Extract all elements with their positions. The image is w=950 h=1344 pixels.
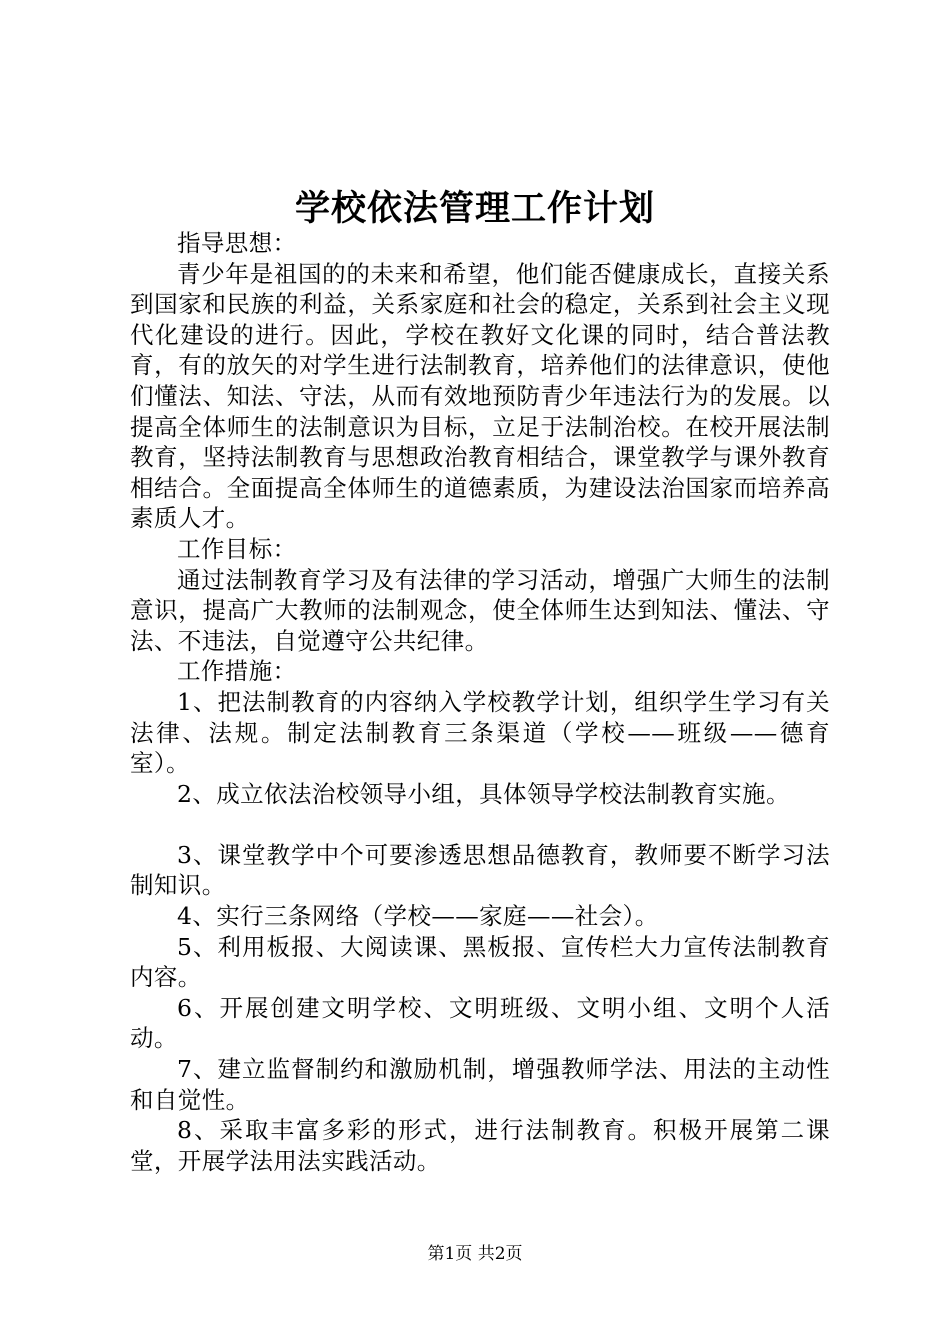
measure-item-3: 3、课堂教学中个可要渗透思想品德教育，教师要不断学习法制知识。 <box>130 840 830 900</box>
measure-item-4: 4、实行三条网络（学校——家庭——社会）。 <box>177 902 659 931</box>
measure-item-1: 1、把法制教育的内容纳入学校教学计划，组织学生学习有关法律、法规。制定法制教育三条渠道（学校——班级——德育室）。 <box>130 687 830 778</box>
measures-heading: 工作措施： <box>177 657 297 686</box>
goal-paragraph: 通过法制教育学习及有法律的学习活动，增强广大师生的法制意识，提高广大教师的法制观念，使全体师生达到知法、懂法、守法、不违法，自觉遵守公共纪律。 <box>130 565 830 655</box>
page-footer: 第1页 共2页 <box>427 1244 523 1264</box>
guiding-heading: 指导思想： <box>177 229 297 257</box>
goal-heading: 工作目标： <box>177 534 297 563</box>
guiding-paragraph: 青少年是祖国的的未来和希望，他们能否健康成长，直接关系到国家和民族的利益，关系家庭和社会的稳定，关系到社会主义现代化建设的进行。因此，学校在教好文化课的同时，结合普法教育，有的放矢的对学生进行法制教育，培养他们的法律意识，使他们懂法、知法、守法，从而有效地预防青少年违法行为的发展。以提高全体师生的法制意识为目标，立足于法制治校。在校开展法制教育，坚持法制教育与思想政治教育相结合，课堂教学与课外教育相结合。全面提高全体师生的道德素质，为建设法治国家而培养高素质人才。 <box>130 259 830 533</box>
measure-item-8: 8、采取丰富多彩的形式，进行法制教育。积极开展第二课堂，开展学法用法实践活动。 <box>130 1116 830 1175</box>
measure-item-2: 2、成立依法治校领导小组，具体领导学校法制教育实施。 <box>177 779 790 808</box>
measure-item-5: 5、利用板报、大阅读课、黑板报、宣传栏大力宣传法制教育内容。 <box>130 932 830 992</box>
blank-line <box>130 809 830 840</box>
document-title: 学校依法管理工作计划 <box>294 188 655 229</box>
document-body <box>130 228 830 1176</box>
measure-item-6: 6、开展创建文明学校、文明班级、文明小组、文明个人活动。 <box>130 993 830 1053</box>
measure-item-7: 7、建立监督制约和激励机制，增强教师学法、用法的主动性和自觉性。 <box>130 1055 830 1114</box>
